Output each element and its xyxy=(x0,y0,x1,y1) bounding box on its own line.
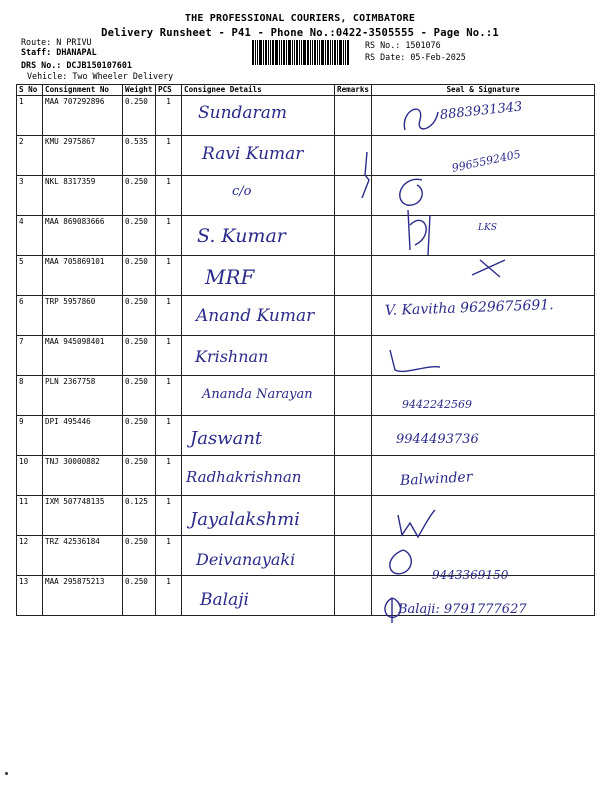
barcode-bar xyxy=(255,40,256,65)
barcode-bar xyxy=(283,40,285,65)
cell-sno: 8 xyxy=(17,376,43,416)
barcode-bar xyxy=(325,40,326,65)
handwritten-consignee: Sundaram xyxy=(198,103,287,123)
signature-stroke xyxy=(408,210,430,255)
cell-weight: 0.250 xyxy=(123,376,156,416)
cell-sno: 2 xyxy=(17,136,43,176)
barcode-bar xyxy=(337,40,338,65)
handwritten-consignee: Radhakrishnan xyxy=(186,468,302,487)
cell-pcs: 1 xyxy=(156,96,182,136)
signature-scribble xyxy=(385,345,445,375)
barcode-bar xyxy=(317,40,318,65)
cell-sno: 10 xyxy=(17,456,43,496)
vehicle-label: Vehicle: Two Wheeler Delivery xyxy=(27,71,174,81)
staff-label: Staff: DHANAPAL xyxy=(21,47,97,57)
handwritten-consignee: S. Kumar xyxy=(197,224,286,247)
scan-mark xyxy=(5,772,8,775)
cell-remarks xyxy=(335,416,372,456)
handwritten-consignee: MRF xyxy=(205,265,255,290)
handwritten-consignee: Anand Kumar xyxy=(196,306,315,326)
handwritten-consignee: Ravi Kumar xyxy=(202,143,304,164)
handwritten-consignee: Deivanayaki xyxy=(196,549,296,569)
signature-scribble xyxy=(400,100,440,138)
cell-sno: 11 xyxy=(17,496,43,536)
signature-stroke xyxy=(400,179,422,205)
cell-remarks xyxy=(335,96,372,136)
cell-consignment: MAA 869083666 xyxy=(43,216,123,256)
barcode-bar xyxy=(312,40,313,65)
cell-weight: 0.250 xyxy=(123,416,156,456)
signature-stroke xyxy=(390,350,440,371)
barcode-bar xyxy=(301,40,302,65)
signature-scribble xyxy=(400,205,440,260)
signature-stroke xyxy=(398,510,435,537)
barcode-bar xyxy=(265,40,267,65)
handwritten-consignee: Ananda Narayan xyxy=(202,387,313,403)
cell-weight: 0.250 xyxy=(123,296,156,336)
barcode-bar xyxy=(330,40,331,65)
handwritten-consignee: Balaji xyxy=(200,590,249,611)
cell-pcs: 1 xyxy=(156,336,182,376)
table-row xyxy=(17,176,595,216)
cell-sno: 3 xyxy=(17,176,43,216)
handwritten-signature-text: V. Kavitha 9629675691. xyxy=(384,297,554,319)
barcode-bar xyxy=(263,40,264,65)
col-consignee: Consignee Details xyxy=(182,85,335,96)
barcode-bar xyxy=(314,40,316,65)
cell-remarks xyxy=(335,296,372,336)
cell-consignment: DPI 495446 xyxy=(43,416,123,456)
cell-sno: 7 xyxy=(17,336,43,376)
cell-pcs: 1 xyxy=(156,376,182,416)
cell-sno: 9 xyxy=(17,416,43,456)
barcode-bar xyxy=(281,40,282,65)
handwritten-signature-text: Balwinder xyxy=(399,469,473,489)
barcode-bar xyxy=(259,40,262,65)
cell-sno: 12 xyxy=(17,536,43,576)
cell-consignment: MAA 705869101 xyxy=(43,256,123,296)
cell-remarks xyxy=(335,456,372,496)
cell-remarks xyxy=(335,496,372,536)
cell-pcs: 1 xyxy=(156,136,182,176)
barcode-bar xyxy=(303,40,306,65)
cell-pcs: 1 xyxy=(156,576,182,616)
barcode-bar xyxy=(343,40,344,65)
handwritten-consignee: c/o xyxy=(232,184,252,200)
barcode-bar xyxy=(286,40,287,65)
signature-scribble xyxy=(357,150,375,200)
cell-consignee xyxy=(182,176,335,216)
handwritten-signature-text: 9443369150 xyxy=(432,568,509,582)
cell-pcs: 1 xyxy=(156,216,182,256)
cell-remarks xyxy=(335,536,372,576)
cell-sno: 13 xyxy=(17,576,43,616)
col-consignment: Consignment No xyxy=(43,85,123,96)
cell-sno: 6 xyxy=(17,296,43,336)
cell-sno: 5 xyxy=(17,256,43,296)
barcode-bar xyxy=(307,40,309,65)
cell-weight: 0.125 xyxy=(123,496,156,536)
cell-weight: 0.250 xyxy=(123,336,156,376)
table-row xyxy=(17,216,595,256)
barcode-bar xyxy=(296,40,298,65)
barcode-bar xyxy=(327,40,329,65)
col-sno: S No xyxy=(17,85,43,96)
signature-stroke xyxy=(472,260,505,277)
barcode-bar xyxy=(288,40,291,65)
handwritten-signature-text: Balaji: 9791777627 xyxy=(398,602,527,617)
cell-pcs: 1 xyxy=(156,456,182,496)
cell-pcs: 1 xyxy=(156,536,182,576)
handwritten-signature-text: 9965592405 xyxy=(450,147,522,175)
route-label: Route: N PRIVU xyxy=(21,37,92,47)
barcode-bar xyxy=(321,40,324,65)
cell-consignment: MAA 945098401 xyxy=(43,336,123,376)
barcode-bar xyxy=(292,40,293,65)
cell-pcs: 1 xyxy=(156,416,182,456)
barcode-bar xyxy=(319,40,320,65)
barcode-bar xyxy=(257,40,258,65)
barcode xyxy=(252,40,358,65)
col-signature: Seal & Signature xyxy=(372,85,595,96)
barcode-bar xyxy=(275,40,278,65)
cell-weight: 0.250 xyxy=(123,536,156,576)
cell-weight: 0.250 xyxy=(123,216,156,256)
rs-date: RS Date: 05-Feb-2025 xyxy=(365,52,466,62)
cell-sno: 1 xyxy=(17,96,43,136)
barcode-bar xyxy=(270,40,271,65)
table-row xyxy=(17,336,595,376)
table-row xyxy=(17,496,595,536)
barcode-bar xyxy=(294,40,295,65)
signature-stroke xyxy=(404,109,438,130)
drs-number: DRS No.: DCJB150107601 xyxy=(21,60,132,70)
table-header-row xyxy=(17,85,595,96)
barcode-bar xyxy=(268,40,269,65)
handwritten-signature-text: 8883931343 xyxy=(439,99,524,123)
barcode-bar xyxy=(345,40,346,65)
signature-scribble xyxy=(383,548,418,583)
cell-weight: 0.250 xyxy=(123,176,156,216)
signature-stroke xyxy=(390,550,411,574)
cell-consignment: PLN 2367758 xyxy=(43,376,123,416)
handwritten-signature-text: 9944493736 xyxy=(396,432,479,447)
cell-weight: 0.250 xyxy=(123,456,156,496)
cell-consignment: MAA 295875213 xyxy=(43,576,123,616)
barcode-bar xyxy=(272,40,274,65)
cell-weight: 0.250 xyxy=(123,256,156,296)
cell-consignment: IXM 507748135 xyxy=(43,496,123,536)
handwritten-consignee: Krishnan xyxy=(195,346,269,366)
cell-pcs: 1 xyxy=(156,176,182,216)
barcode-bar xyxy=(339,40,342,65)
barcode-bar xyxy=(347,40,349,65)
cell-weight: 0.535 xyxy=(123,136,156,176)
signature-stroke xyxy=(362,152,369,198)
cell-pcs: 1 xyxy=(156,256,182,296)
cell-consignment: NKL 8317359 xyxy=(43,176,123,216)
runsheet-subtitle: Delivery Runsheet - P41 - Phone No.:0422-3505555 - Page No.:1 xyxy=(101,27,499,39)
cell-consignment: MAA 707292896 xyxy=(43,96,123,136)
table-row xyxy=(17,416,595,456)
col-pcs: PCS xyxy=(156,85,182,96)
barcode-bar xyxy=(279,40,280,65)
cell-sno: 4 xyxy=(17,216,43,256)
cell-remarks xyxy=(335,336,372,376)
cell-remarks xyxy=(335,376,372,416)
cell-remarks xyxy=(335,576,372,616)
cell-consignment: TRZ 42536184 xyxy=(43,536,123,576)
barcode-bar xyxy=(332,40,333,65)
barcode-bar xyxy=(299,40,300,65)
cell-weight: 0.250 xyxy=(123,576,156,616)
signature-scribble xyxy=(390,505,440,545)
cell-consignment: TRP 5957860 xyxy=(43,296,123,336)
signature-stroke xyxy=(385,598,401,623)
table-row xyxy=(17,456,595,496)
cell-consignment: KMU 2975867 xyxy=(43,136,123,176)
cell-pcs: 1 xyxy=(156,496,182,536)
col-weight: Weight xyxy=(123,85,156,96)
rs-number: RS No.: 1501076 xyxy=(365,40,441,50)
barcode-bar xyxy=(252,40,254,65)
cell-weight: 0.250 xyxy=(123,96,156,136)
signature-scribble xyxy=(380,595,405,625)
company-title: THE PROFESSIONAL COURIERS, COIMBATORE xyxy=(184,13,416,24)
cell-remarks xyxy=(335,216,372,256)
barcode-bar xyxy=(310,40,311,65)
handwritten-consignee: Jayalakshmi xyxy=(190,509,300,530)
col-remarks: Remarks xyxy=(335,85,372,96)
handwritten-signature-text: LKS xyxy=(478,223,497,233)
signature-scribble xyxy=(470,255,510,280)
cell-remarks xyxy=(335,256,372,296)
handwritten-signature-text: 9442242569 xyxy=(402,398,472,411)
barcode-bar xyxy=(334,40,336,65)
runsheet-table xyxy=(16,84,595,616)
cell-consignment: TNJ 30000882 xyxy=(43,456,123,496)
handwritten-consignee: Jaswant xyxy=(190,427,263,449)
cell-pcs: 1 xyxy=(156,296,182,336)
